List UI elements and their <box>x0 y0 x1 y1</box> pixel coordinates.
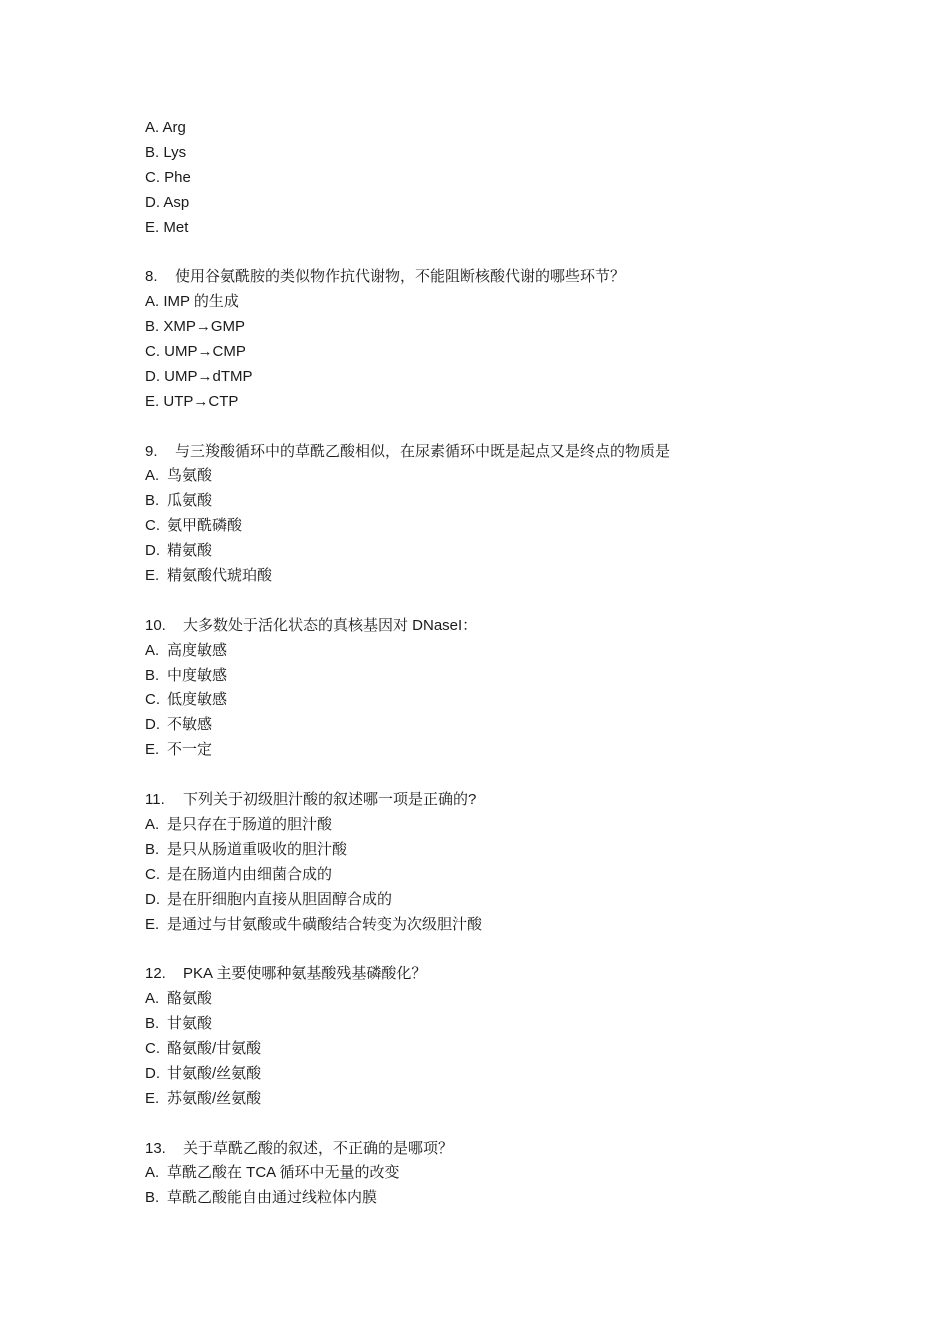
option-b: B. 是只从肠道重吸收的胆汁酸 <box>145 840 348 858</box>
option-c: C. 酪氨酸/甘氨酸 <box>145 1039 262 1057</box>
option-e: E. 是通过与甘氨酸或牛磺酸结合转变为次级胆汁酸 <box>145 915 483 933</box>
option-d: D. 是在肝细胞内直接从胆固醇合成的 <box>145 890 393 908</box>
question-8 <box>145 265 845 414</box>
option-e: E. 不一定 <box>145 741 213 759</box>
question-title <box>145 1137 845 1162</box>
option-e: E. 苏氨酸/丝氨酸 <box>145 1089 262 1107</box>
question-title <box>145 614 845 639</box>
question-number: 11. <box>145 791 165 809</box>
question-text: 大多数处于活化状态的真核基因对 DNaseI： <box>183 616 478 634</box>
option-b: B. Lys <box>145 143 187 161</box>
question-text: 关于草酰乙酸的叙述，不正确的是哪项？ <box>183 1139 454 1157</box>
option-a: A. 鸟氨酸 <box>145 467 213 485</box>
document-content <box>145 116 845 1211</box>
question-number: 8. <box>145 268 158 286</box>
option-d: D. Asp <box>145 193 190 211</box>
question-number: 12. <box>145 965 166 983</box>
option-c: C. 低度敏感 <box>145 691 228 709</box>
option-b: B. 甘氨酸 <box>145 1015 213 1033</box>
question-text: 与三羧酸循环中的草酰乙酸相似，在尿素循环中既是起点又是终点的物质是 <box>175 442 671 460</box>
question-title <box>145 265 845 290</box>
option-c: C. 氨甲酰磷酸 <box>145 517 243 535</box>
question-text: 使用谷氨酰胺的类似物作抗代谢物，不能阻断核酸代谢的哪些环节？ <box>175 268 626 286</box>
option-d: D. 精氨酸 <box>145 542 213 560</box>
question-number: 13. <box>145 1139 166 1157</box>
leading-options <box>145 116 845 240</box>
question-text: PKA 主要使哪种氨基酸残基磷酸化？ <box>183 965 427 983</box>
question-number: 9. <box>145 442 158 460</box>
option-b: B. 瓜氨酸 <box>145 492 213 510</box>
question-title <box>145 788 845 813</box>
question-title <box>145 440 845 465</box>
option-d: D. 不敏感 <box>145 716 213 734</box>
option-a: A. 高度敏感 <box>145 641 228 659</box>
option-d: D. UMP→dTMP <box>145 367 253 385</box>
option-a: A. Arg <box>145 119 186 136</box>
question-9 <box>145 440 845 589</box>
question-10 <box>145 614 845 763</box>
question-title <box>145 962 845 987</box>
option-c: C. UMP→CMP <box>145 343 246 361</box>
option-b: B. 草酰乙酸能自由通过线粒体内膜 <box>145 1189 378 1207</box>
option-a: A. 酪氨酸 <box>145 990 213 1008</box>
option-c: C. 是在肠道内由细菌合成的 <box>145 865 333 883</box>
question-number: 10. <box>145 616 166 634</box>
option-a: A. 是只存在于肠道的胆汁酸 <box>145 815 333 833</box>
option-b: B. XMP→GMP <box>145 318 246 336</box>
option-e: E. 精氨酸代琥珀酸 <box>145 567 273 585</box>
option-d: D. 甘氨酸/丝氨酸 <box>145 1064 262 1082</box>
option-e: E. Met <box>145 218 189 236</box>
question-11 <box>145 788 845 937</box>
question-12 <box>145 962 845 1111</box>
option-c: C. Phe <box>145 168 191 186</box>
option-e: E. UTP→CTP <box>145 392 239 410</box>
question-13 <box>145 1137 845 1212</box>
option-b: B. 中度敏感 <box>145 666 228 684</box>
option-a: A. 草酰乙酸在 TCA 循环中无量的改变 <box>145 1164 400 1182</box>
option-a: A. IMP 的生成 <box>145 293 239 311</box>
question-text: 下列关于初级胆汁酸的叙述哪一项是正确的? <box>183 791 477 809</box>
